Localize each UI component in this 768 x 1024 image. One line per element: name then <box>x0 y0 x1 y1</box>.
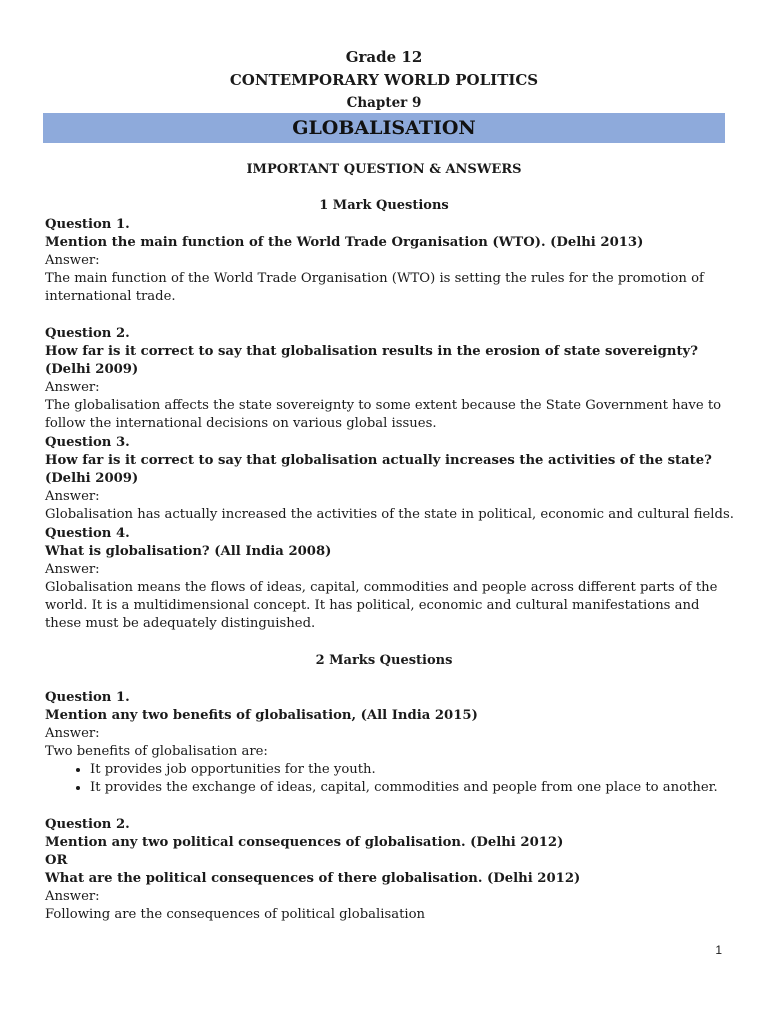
title-banner <box>43 113 725 143</box>
question-label: Question 2. <box>45 326 130 341</box>
subject-heading: CONTEMPORARY WORLD POLITICS <box>229 71 539 89</box>
question-block <box>45 325 735 433</box>
bullet-list <box>45 761 735 797</box>
question-text: How far is it correct to say that globalisation actually increases the activities of the state? (Delhi 2009) <box>45 453 712 486</box>
answer-text: The globalisation affects the state sovereignty to some extent because the State Government have to follow the international decisions on various global issues. <box>45 398 722 431</box>
question-text: Mention any two benefits of globalisation, (All India 2015) <box>45 708 478 723</box>
one-mark-heading: 1 Mark Questions <box>319 198 449 213</box>
answer-text: The main function of the World Trade Organisation (WTO) is setting the rules for the promotion of international trade. <box>45 271 704 304</box>
question-label: Question 1. <box>45 690 130 705</box>
answer-label: Answer: <box>45 253 100 268</box>
answer-label: Answer: <box>45 489 100 504</box>
answer-text: Globalisation means the flows of ideas, capital, commodities and people across different parts of the world. It is a multidimensional concept. It has political, economic and cultural manifestations and these must be adequately distinguished. <box>45 580 718 631</box>
question-label: Question 1. <box>45 217 130 232</box>
list-item: • It provides job opportunities for the youth. <box>90 761 735 779</box>
answer-label: Answer: <box>45 889 100 904</box>
question-label: Question 3. <box>45 435 130 450</box>
question-text: What is globalisation? (All India 2008) <box>45 544 332 559</box>
section-heading: IMPORTANT QUESTION & ANSWERS <box>246 162 522 177</box>
or-separator: OR <box>45 853 68 868</box>
question-text: Mention the main function of the World Trade Organisation (WTO). (Delhi 2013) <box>45 235 644 250</box>
list-item: • It provides the exchange of ideas, capital, commodities and people from one place to another. <box>90 779 735 797</box>
answer-label: Answer: <box>45 726 100 741</box>
two-mark-heading: 2 Marks Questions <box>315 653 453 668</box>
chapter-title: GLOBALISATION <box>292 117 476 139</box>
question-block <box>45 216 735 306</box>
answer-label: Answer: <box>45 380 100 395</box>
question-label: Question 4. <box>45 526 130 541</box>
question-label: Question 2. <box>45 817 130 832</box>
question-text: How far is it correct to say that globalisation results in the erosion of state sovereignty? (Delhi 2009) <box>45 344 698 377</box>
answer-text: Globalisation has actually increased the activities of the state in political, economic and cultural fields. <box>45 507 734 522</box>
chapter-heading: Chapter 9 <box>346 95 422 111</box>
page-number: 1 <box>715 943 722 957</box>
answer-text: Following are the consequences of political globalisation <box>45 907 426 922</box>
question-block <box>45 434 735 524</box>
grade-heading: Grade 12 <box>345 48 423 66</box>
question-text-alt: What are the political consequences of there globalisation. (Delhi 2012) <box>45 871 581 886</box>
question-block <box>45 689 735 797</box>
question-block <box>45 816 735 924</box>
question-block <box>45 525 735 633</box>
question-text: Mention any two political consequences of globalisation. (Delhi 2012) <box>45 835 564 850</box>
answer-intro: Two benefits of globalisation are: <box>45 744 268 759</box>
answer-label: Answer: <box>45 562 100 577</box>
